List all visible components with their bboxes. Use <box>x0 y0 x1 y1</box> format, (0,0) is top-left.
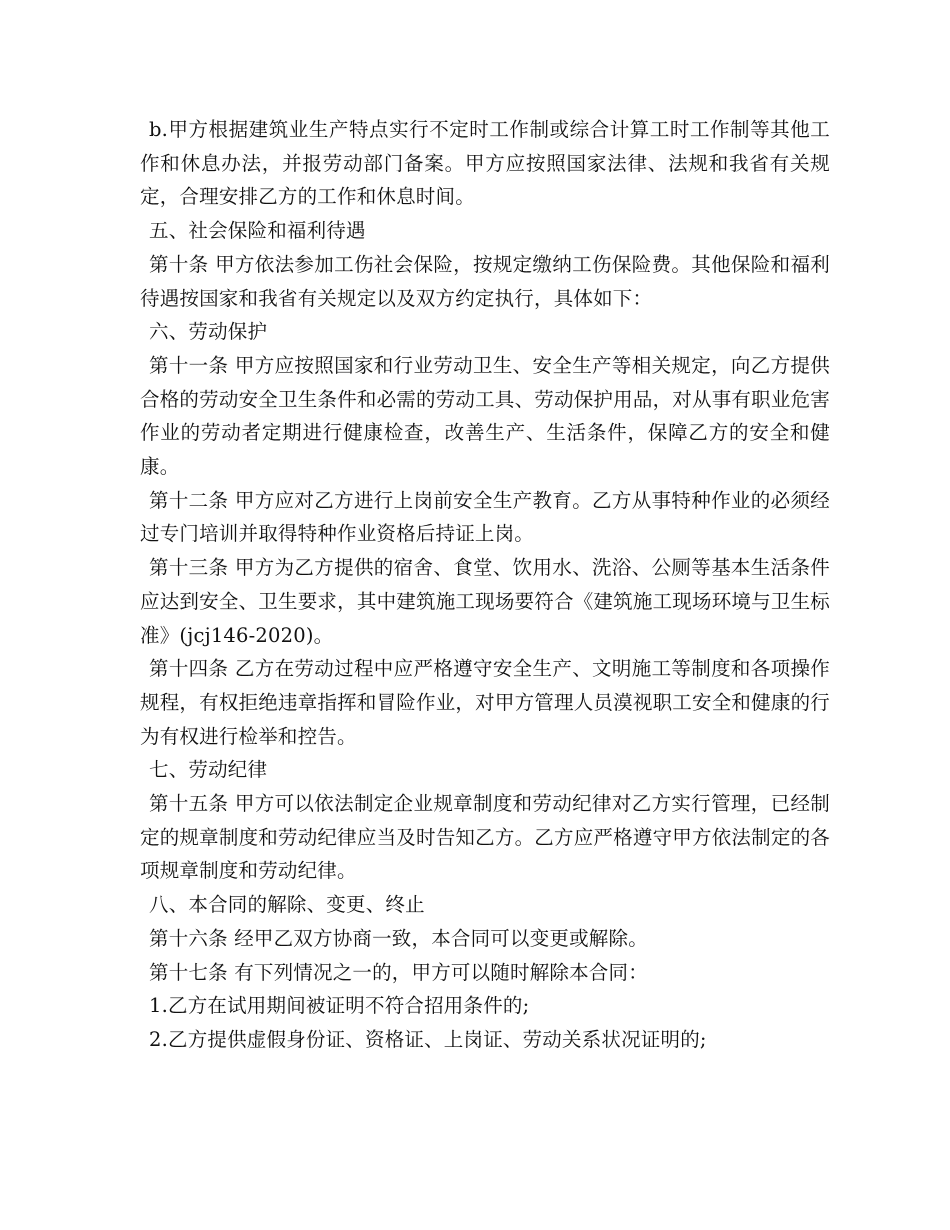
paragraph-work-hours: b.甲方根据建筑业生产特点实行不定时工作制或综合计算工时工作制等其他工作和休息办法，并报劳动部门备案。甲方应按照国家法律、法规和我省有关规定，合理安排乙方的工作和休息时间。 <box>140 118 830 209</box>
article-11: 第十一条 甲方应按照国家和行业劳动卫生、安全生产等相关规定，向乙方提供合格的劳动安全卫生条件和必需的劳动工具、劳动保护用品，对从事有职业危害作业的劳动者定期进行健康检查，改善生产、生活条件，保障乙方的安全和健康。 <box>140 353 830 479</box>
list-item-1: 1.乙方在试用期间被证明不符合招用条件的; <box>149 994 530 1018</box>
document-body <box>140 113 830 1057</box>
article-10: 第十条 甲方依法参加工伤社会保险，按规定缴纳工伤保险费。其他保险和福利待遇按国家和我省有关规定以及双方约定执行，具体如下： <box>140 252 830 310</box>
article-14: 第十四条 乙方在劳动过程中应严格遵守安全生产、文明施工等制度和各项操作规程，有权拒绝违章指挥和冒险作业，对甲方管理人员漠视职工安全和健康的行为有权进行检举和控告。 <box>140 657 830 748</box>
section-heading-labor-discipline: 七、劳动纪律 <box>149 758 268 782</box>
article-13: 第十三条 甲方为乙方提供的宿舍、食堂、饮用水、洗浴、公厕等基本生活条件应达到安全、卫生要求，其中建筑施工现场要符合《建筑施工现场环境与卫生标准》(jcj146-2020)。 <box>140 556 830 647</box>
article-17: 第十七条 有下列情况之一的，甲方可以随时解除本合同： <box>149 960 648 984</box>
article-12: 第十二条 甲方应对乙方进行上岗前安全生产教育。乙方从事特种作业的必须经过专门培训并取得特种作业资格后持证上岗。 <box>140 488 830 546</box>
article-15: 第十五条 甲方可以依法制定企业规章制度和劳动纪律对乙方实行管理，已经制定的规章制度和劳动纪律应当及时告知乙方。乙方应严格遵守甲方依法制定的各项规章制度和劳动纪律。 <box>140 792 830 883</box>
section-heading-labor-protection: 六、劳动保护 <box>149 320 268 344</box>
article-16: 第十六条 经甲乙双方协商一致，本合同可以变更或解除。 <box>149 926 648 950</box>
list-item-2: 2.乙方提供虚假身份证、资格证、上岗证、劳动关系状况证明的; <box>149 1027 707 1051</box>
section-heading-social-insurance: 五、社会保险和福利待遇 <box>149 219 366 243</box>
section-heading-termination: 八、本合同的解除、变更、终止 <box>149 893 425 917</box>
